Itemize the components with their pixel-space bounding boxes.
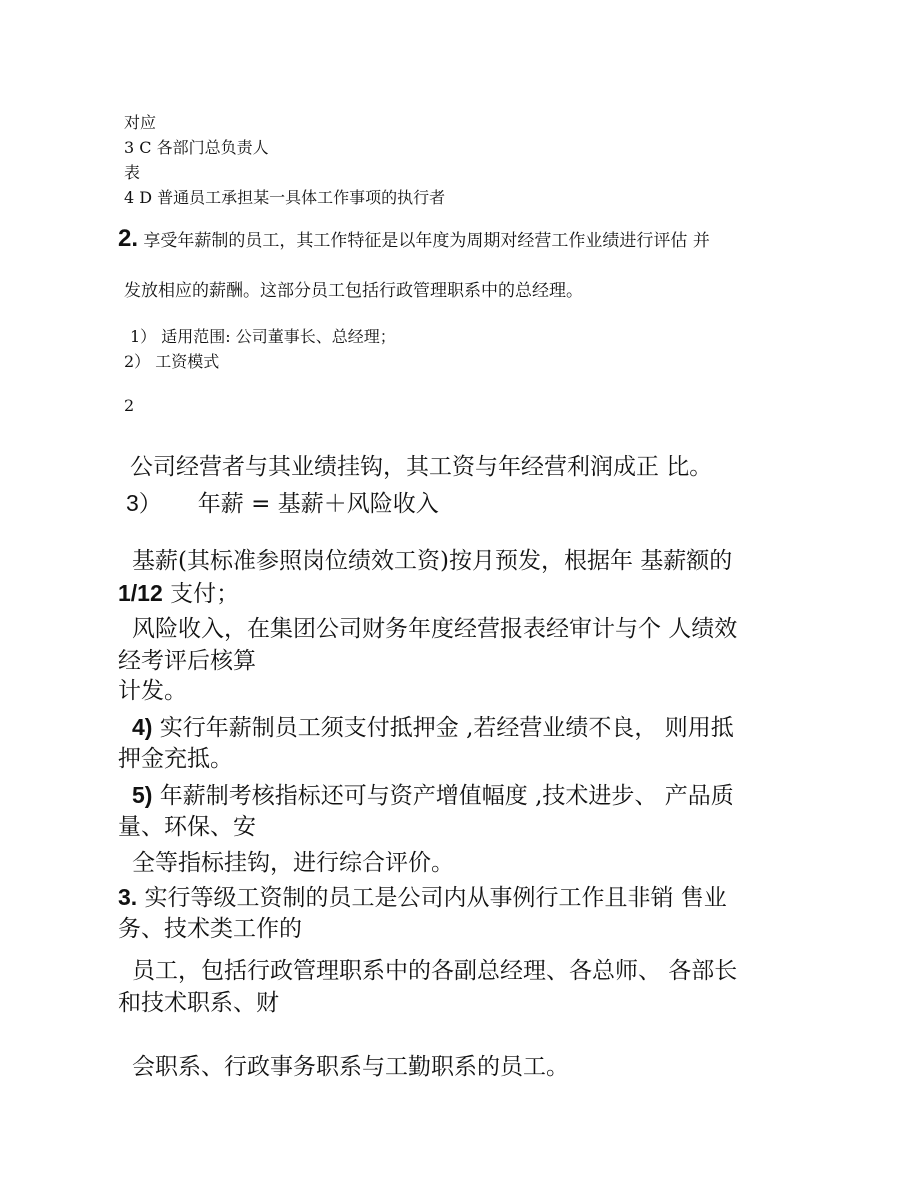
list-item-1: 1） 适用范围: 公司董事长、总经理；: [130, 327, 396, 346]
list-item-2: 2） 工资模式: [124, 352, 220, 371]
section-number: 2.: [118, 225, 139, 252]
section-3-cont-4: 会职系、行政事务职系与工勤职系的员工。: [132, 1054, 569, 1080]
paragraph-6-cont-2: 全等指标挂钩，进行综合评价。: [132, 850, 454, 876]
paragraph-1: 公司经营者与其业绩挂钩，其工资与年经营利润成正 比。: [130, 454, 713, 480]
paragraph-2-text: 年薪 = 基薪＋风险收入: [197, 491, 439, 517]
section-2-heading: [118, 226, 710, 252]
section-3-heading: [118, 882, 727, 913]
paragraph-5-number: 4): [132, 714, 153, 740]
paragraph-4-cont-2: 计发。: [118, 678, 187, 704]
paragraph-5: [132, 712, 734, 743]
paragraph-3-fraction: 1/12: [118, 580, 163, 606]
paragraph-3-cont-text: 支付；: [162, 581, 240, 607]
paragraph-3-cont: [118, 578, 239, 609]
paragraph-4: 风险收入，在集团公司财务年度经营报表经审计与个 人绩效: [132, 616, 738, 642]
section-2-text-cont: 发放相应的薪酬。这部分员工包括行政管理职系中的总经理。: [124, 281, 583, 301]
paragraph-6-text: 年薪制考核指标还可与资产增值幅度 ,技术进步、 产品质: [152, 783, 734, 809]
paragraph-4-cont: 经考评后核算: [118, 648, 256, 674]
text-line-3: 表: [124, 163, 141, 182]
section-3-text: 实行等级工资制的员工是公司内从事例行工作且非销 售业: [137, 885, 727, 911]
list-item-number-2: 2: [124, 396, 135, 415]
paragraph-6: [132, 780, 734, 811]
section-3-cont: 务、技术类工作的: [118, 916, 302, 942]
paragraph-6-number: 5): [132, 782, 153, 808]
section-3-cont-3: 和技术职系、财: [118, 990, 279, 1016]
paragraph-2: [126, 488, 439, 519]
paragraph-6-cont: 量、环保、安: [118, 814, 256, 840]
text-line-4: 4 D 普通员工承担某一具体工作事项的执行者: [124, 188, 446, 207]
section-3-number: 3.: [118, 884, 138, 910]
paragraph-5-cont: 押金充抵。: [118, 746, 233, 772]
section-3-cont-2: 员工，包括行政管理职系中的各副总经理、各总师、 各部长: [132, 958, 738, 984]
text-line-2: 3 C 各部门总负责人: [124, 138, 269, 157]
paragraph-5-text: 实行年薪制员工须支付抵押金 ,若经营业绩不良， 则用抵: [152, 715, 734, 741]
paragraph-3: 基薪(其标准参照岗位绩效工资)按月预发，根据年 基薪额的: [132, 548, 733, 574]
section-2-text: 享受年薪制的员工，其工作特征是以年度为周期对经营工作业绩进行评估 并: [143, 231, 710, 251]
paragraph-2-number: 3）: [126, 490, 162, 516]
text-line-1: 对应: [124, 113, 157, 132]
